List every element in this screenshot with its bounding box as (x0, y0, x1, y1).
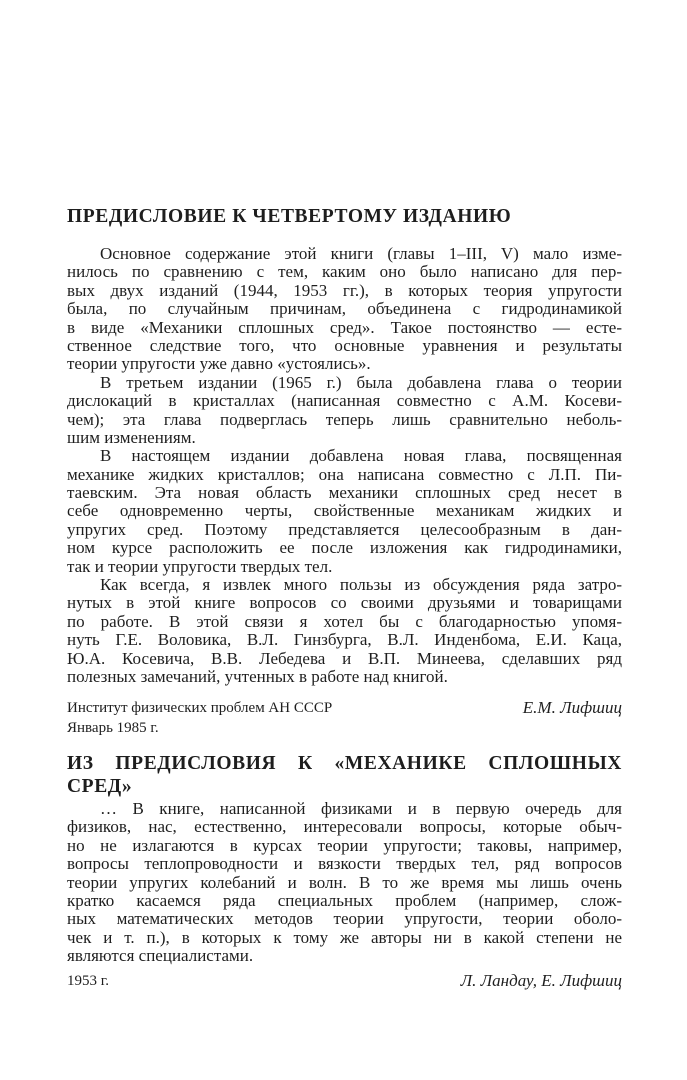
heading-line: СРЕД» (67, 776, 133, 797)
paragraph (67, 245, 622, 374)
text-line: себе одновременно черты, свойственные механикам жидких и (67, 502, 622, 521)
heading-line: ПРЕДИСЛОВИЕ К ЧЕТВЕРТОМУ ИЗДАНИЮ (67, 206, 512, 227)
section2-body (67, 800, 622, 966)
heading-line: ИЗ ПРЕДИСЛОВИЯ К «МЕХАНИКЕ СПЛОШНЫХ (67, 753, 622, 774)
section1-heading (67, 205, 622, 228)
text-line: В третьем издании (1965 г.) была добавлена глава о теории (100, 373, 622, 392)
text-line: нуть Г.Е. Воловика, В.Л. Гинзбурга, В.Л. Инденбома, Е.И. Каца, (67, 631, 622, 650)
institute-name: Институт физических проблем АН СССР (67, 700, 333, 716)
text-line: дислокаций в кристаллах (написанная совместно с А.М. Косеви- (67, 392, 622, 411)
text-line: вопросы теплопроводности и вязкости твердых тел, ряд вопросов (67, 855, 622, 874)
text-line: Основное содержание этой книги (главы 1–III, V) мало изме- (100, 245, 622, 263)
section1-date: Январь 1985 г. (67, 720, 159, 736)
text-line: в виде «Механики сплошных сред». Такое постоянство — есте- (67, 318, 622, 337)
text-line: Как всегда, я извлек много пользы из обсуждения ряда затро- (100, 576, 622, 595)
text-line: физиков, нас, естественно, интересовали вопросы, которые обыч- (67, 818, 622, 837)
paragraph (67, 447, 622, 576)
text-line: вых двух изданий (1944, 1953 гг.), в которых теория упругости (67, 281, 622, 300)
text-line: была, по случайным причинам, объединена с гидродинамикой (67, 300, 622, 319)
text-line: нутых в этой книге вопросов со своими друзьями и товарищами (67, 594, 622, 613)
text-line: … В книге, написанной физиками и в первую очередь для (100, 800, 622, 818)
text-line: чек и т. п.), в которых к тому же авторы ни в какой степени не (67, 928, 622, 947)
paragraph (67, 800, 622, 966)
text-line: по работе. В этой связи я хотел бы с благодарностью упомя- (67, 612, 622, 631)
text-line: ственное следствие того, что основные уравнения и результаты (67, 336, 622, 355)
paragraph (67, 576, 622, 686)
preface-date: 1953 г. (67, 973, 109, 989)
text-line: чем); эта глава подверглась теперь лишь сравнительно неболь- (67, 410, 622, 429)
paragraph (67, 374, 622, 448)
text-line: теории упругости уже давно «устоялись». (67, 355, 371, 374)
text-line: механике жидких кристаллов; она написана совместно с Л.П. Пи- (67, 465, 622, 484)
section1-body (67, 245, 622, 686)
text-line: нилось по сравнению с тем, каким оно было написано для пер- (67, 263, 622, 282)
section1-signature (67, 698, 622, 718)
text-line: полезных замечаний, учтенных в работе над книгой. (67, 667, 448, 686)
text-line: кратко касаемся ряда специальных проблем (например, слож- (67, 891, 622, 910)
text-line: так и теории упругости твердых тел. (67, 557, 333, 576)
text-line: ных математических методов теории упругости, теории оболо- (67, 910, 622, 929)
authors-signature: Л. Ландау, Е. Лифшиц (460, 971, 622, 990)
author-signature: Е.М. Лифшиц (522, 698, 622, 717)
section2-signature (67, 971, 622, 991)
text-line: таевским. Эта новая область механики сплошных сред несет в (67, 484, 622, 503)
text-line: ном курсе расположить ее после изложения как гидродинамики, (67, 539, 622, 558)
text-line: В настоящем издании добавлена новая глава, посвященная (100, 447, 622, 466)
text-line: но не излагаются в курсах теории упругости; таковы, например, (67, 836, 622, 855)
text-line: шим изменениям. (67, 428, 196, 447)
text-line: Ю.А. Косевича, В.В. Лебедева и В.П. Минеева, сделавших ряд (67, 649, 622, 668)
text-line: теории упругих колебаний и волн. В то же время мы лишь очень (67, 873, 622, 892)
text-line: являются специалистами. (67, 947, 254, 966)
text-line: упругих сред. Поэтому представляется целесообразным в дан- (67, 520, 622, 539)
section2-heading (67, 752, 622, 798)
